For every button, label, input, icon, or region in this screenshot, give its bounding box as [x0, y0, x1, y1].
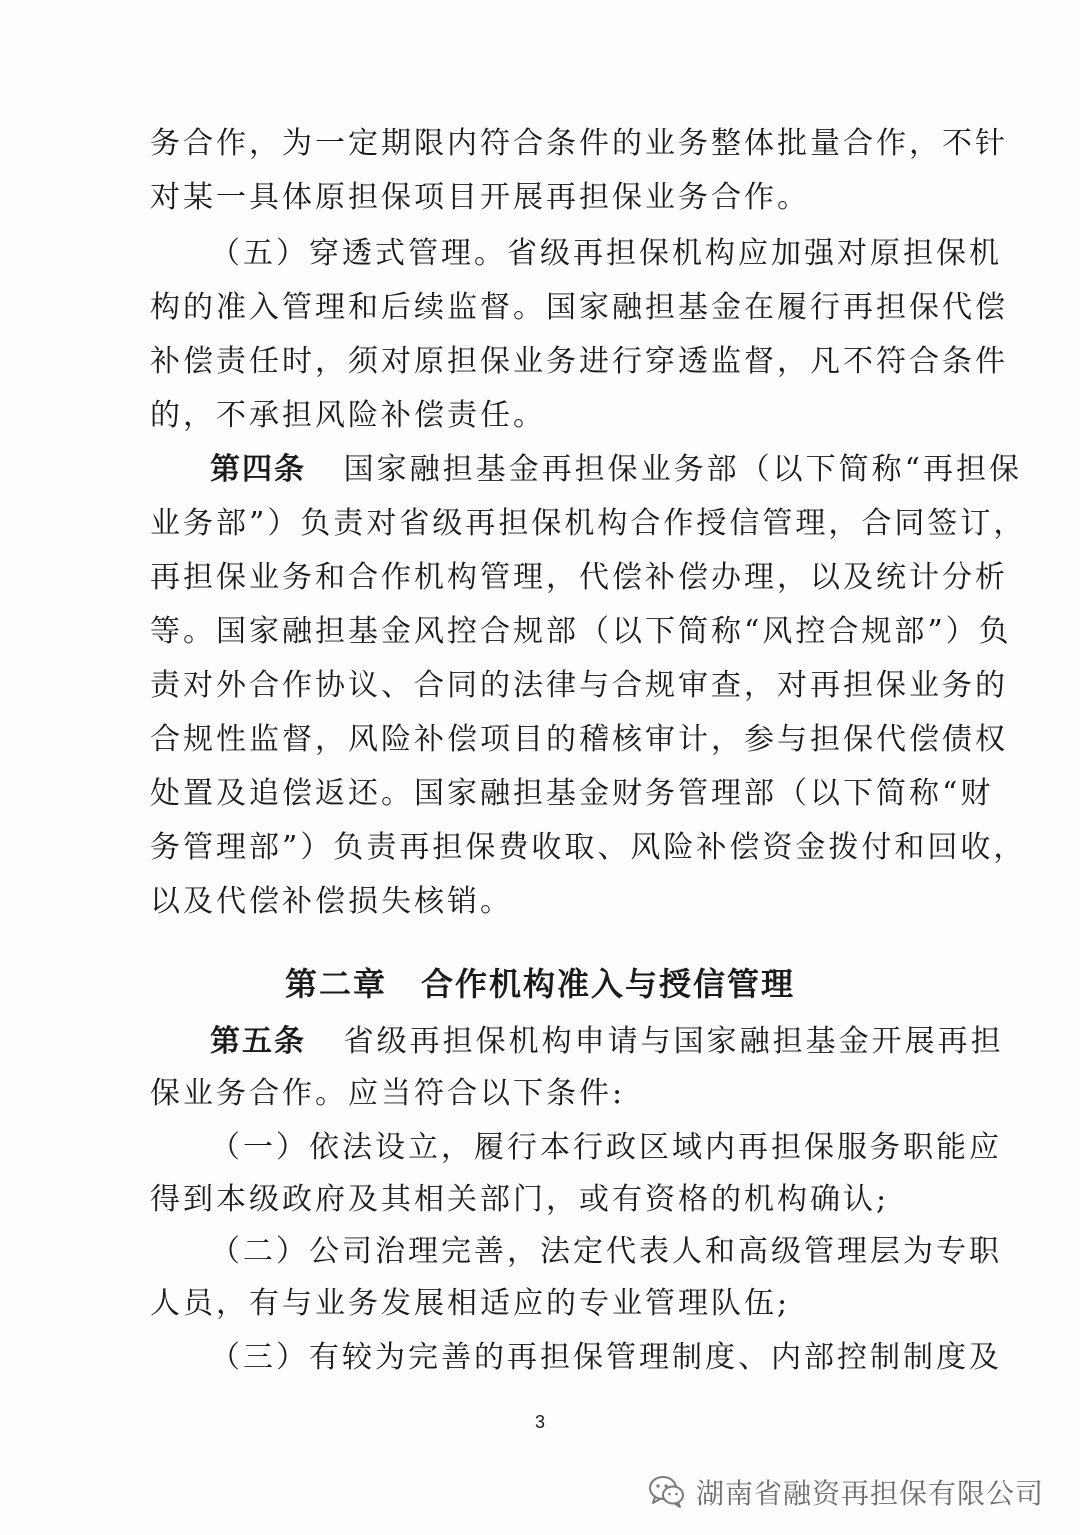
text-line: 保业务合作。应当符合以下条件:: [150, 1076, 626, 1111]
text-line: 合规性监督，风险补偿项目的稽核审计，参与担保代偿债权: [150, 722, 1008, 757]
wechat-icon: [648, 1475, 686, 1509]
chapter-heading: 第二章 合作机构准入与授信管理: [284, 965, 795, 1003]
article-4-text: 国家融担基金再担保业务部（以下简称“再担保: [343, 452, 1022, 487]
condition-1-line: 得到本级政府及其相关部门，或有资格的机构确认;: [150, 1182, 890, 1217]
text-line: 再担保业务和合作机构管理，代偿补偿办理，以及统计分析: [150, 560, 1008, 595]
text-line: 的，不承担风险补偿责任。: [150, 398, 546, 433]
article-5-first-line: [210, 1022, 1004, 1062]
condition-1-line: （一）依法设立，履行本行政区域内再担保服务职能应: [210, 1130, 1002, 1165]
page-number: 3: [534, 1412, 545, 1432]
watermark-text: 湖南省融资再担保有限公司: [695, 1477, 1044, 1510]
text-line: 处置及追偿返还。国家融担基金财务管理部（以下简称“财: [150, 776, 994, 811]
text-line: （五）穿透式管理。省级再担保机构应加强对原担保机: [210, 236, 1002, 271]
text-line: 对某一具体原担保项目开展再担保业务合作。: [150, 180, 810, 215]
article-4-label: 第四条: [210, 452, 306, 487]
watermark: [648, 1472, 1044, 1512]
condition-2-line: （二）公司治理完善，法定代表人和高级管理层为专职: [210, 1234, 1002, 1269]
text-line: 以及代偿补偿损失核销。: [150, 884, 513, 919]
text-line: 等。国家融担基金风控合规部（以下简称“风控合规部”）负: [150, 614, 1012, 649]
text-line: 责对外合作协议、合同的法律与合规审查，对再担保业务的: [150, 668, 1008, 703]
text-line: 业务部”）负责对省级再担保机构合作授信管理，合同签订，: [150, 506, 1027, 541]
condition-2-line: 人员，有与业务发展相适应的专业管理队伍;: [150, 1286, 791, 1321]
article-4-first-line: [210, 450, 1022, 490]
article-5-text: 省级再担保机构申请与国家融担基金开展再担: [343, 1024, 1004, 1059]
text-line: 务管理部”）负责再担保费收取、风险补偿资金拨付和回收，: [150, 830, 1027, 865]
article-5-label: 第五条: [210, 1024, 306, 1059]
text-line: 务合作，为一定期限内符合条件的业务整体批量合作，不针: [150, 126, 1008, 161]
text-line: 构的准入管理和后续监督。国家融担基金在履行再担保代偿: [150, 290, 1008, 325]
text-line: 补偿责任时，须对原担保业务进行穿透监督，凡不符合条件: [150, 344, 1008, 379]
condition-3-line: （三）有较为完善的再担保管理制度、内部控制制度及: [210, 1340, 1002, 1375]
